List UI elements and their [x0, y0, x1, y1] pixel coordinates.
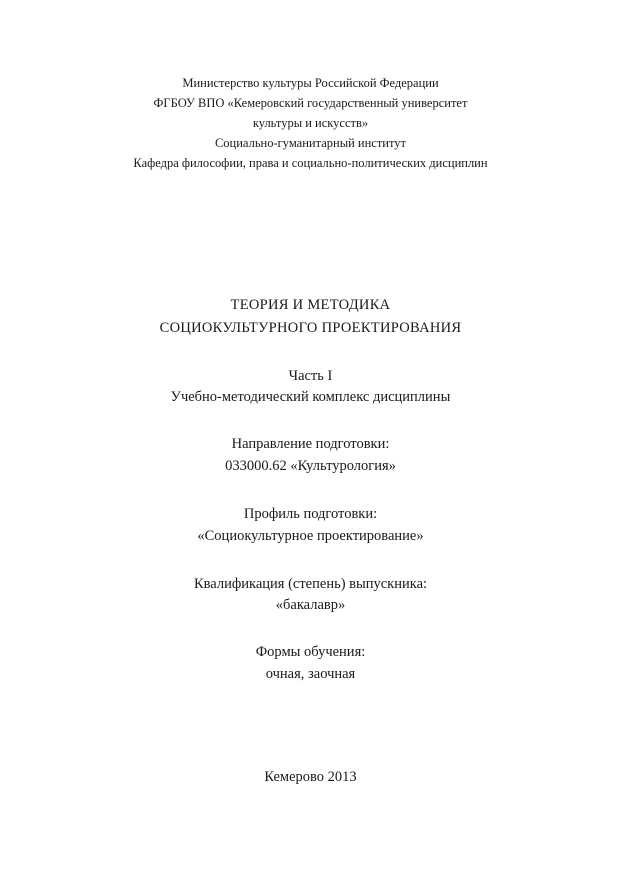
part-subtitle: Учебно-методический комплекс дисциплины	[170, 389, 451, 405]
department-line: Кафедра философии, права и социально-политических дисциплин	[133, 156, 488, 170]
university-line-1: ФГБОУ ВПО «Кемеровский государственный университет	[153, 96, 468, 110]
part-number: Часть I	[288, 368, 333, 384]
city-year: Кемерово 2013	[264, 769, 357, 785]
study-forms-value: очная, заочная	[265, 666, 356, 682]
university-line-2: культуры и искусств»	[252, 116, 369, 130]
profile-value: «Социокультурное проектирование»	[197, 528, 424, 544]
profile-label: Профиль подготовки:	[243, 506, 378, 522]
study-forms-label: Формы обучения:	[255, 644, 366, 660]
institute-line: Социально-гуманитарный институт	[214, 136, 407, 150]
direction-label: Направление подготовки:	[231, 436, 390, 452]
ministry-line: Министерство культуры Российской Федерации	[182, 76, 439, 90]
document-title-line-1: ТЕОРИЯ И МЕТОДИКА	[230, 297, 391, 313]
document-title-line-2: СОЦИОКУЛЬТУРНОГО ПРОЕКТИРОВАНИЯ	[159, 320, 462, 336]
direction-value: 033000.62 «Культурология»	[225, 458, 396, 474]
qualification-label: Квалификация (степень) выпускника:	[193, 576, 428, 592]
qualification-value: «бакалавр»	[275, 597, 346, 613]
